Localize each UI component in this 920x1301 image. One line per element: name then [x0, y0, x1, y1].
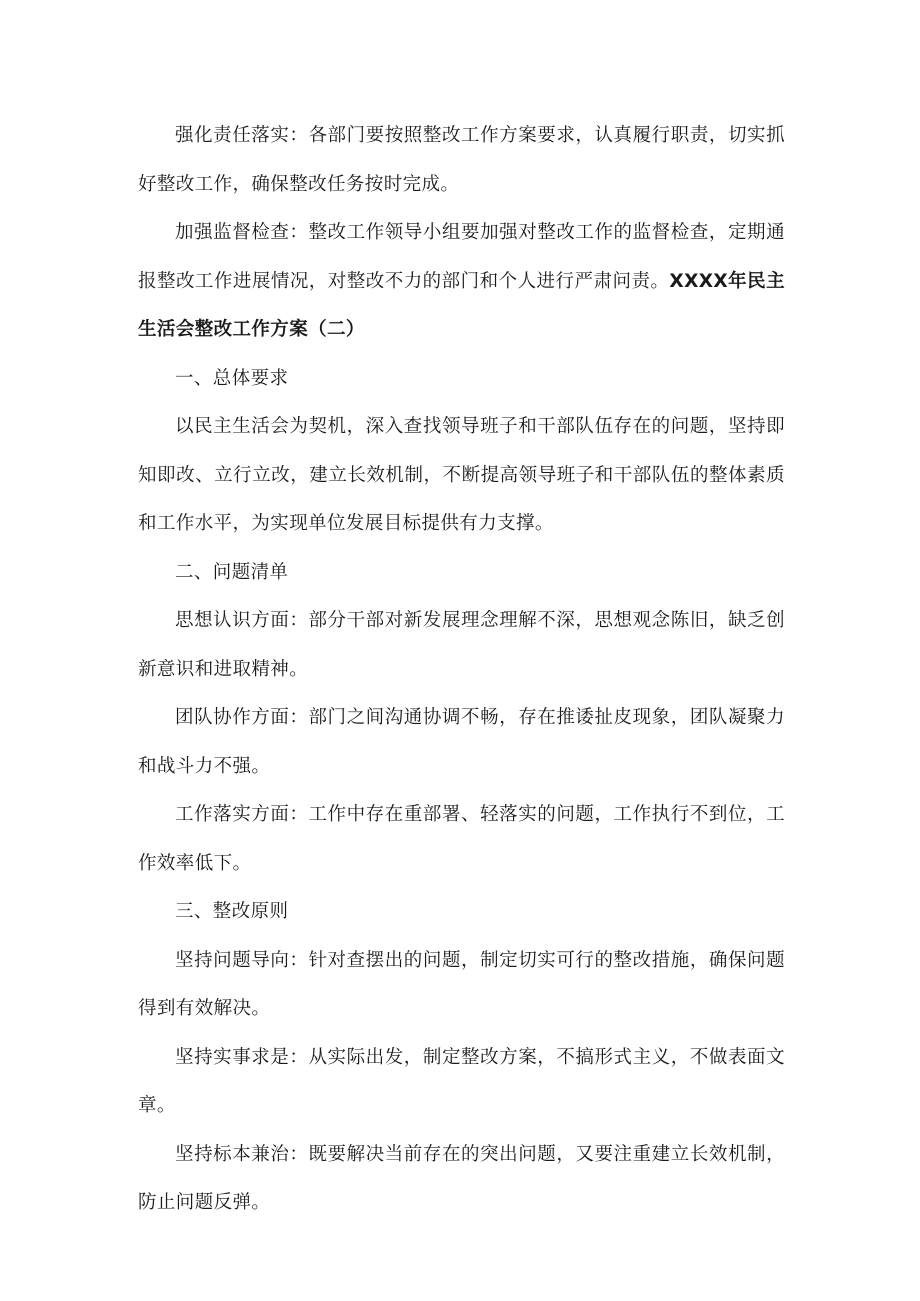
list-item-problem-oriented: 坚持问题导向：针对查摆出的问题，制定切实可行的整改措施，确保问题得到有效解决。 — [138, 949, 785, 1019]
document-body — [138, 112, 785, 1228]
paragraph-strengthen-responsibility — [138, 112, 785, 209]
paragraph-supervision — [138, 209, 785, 355]
list-item-root-and-symptom: 坚持标本兼治：既要解决当前存在的突出问题，又要注重建立长效机制，防止问题反弹。 — [138, 1143, 785, 1213]
list-item-ideology: 思想认识方面：部分干部对新发展理念理解不深，思想观念陈旧，缺乏创新意识和进取精神。 — [138, 610, 785, 680]
list-item-seek-truth: 坚持实事求是：从实际出发，制定整改方案，不搞形式主义，不做表面文章。 — [138, 1046, 785, 1116]
list-item-implementation: 工作落实方面：工作中存在重部署、轻落实的问题，工作执行不到位，工作效率低下。 — [138, 804, 785, 874]
section-heading-general-requirements: 一、总体要求 — [175, 367, 289, 389]
section-heading-problem-list: 二、问题清单 — [175, 561, 289, 583]
document-title-bold: XXXX年民主生活会整改工作方案（二） — [138, 270, 785, 340]
list-item-teamwork: 团队协作方面：部门之间沟通协调不畅，存在推诿扯皮现象，团队凝聚力和战斗力不强。 — [138, 707, 785, 777]
paragraph-general-requirements: 以民主生活会为契机，深入查找领导班子和干部队伍存在的问题，坚持即知即改、立行立改，建立长效机制，不断提高领导班子和干部队伍的整体素质和工作水平，为实现单位发展目标提供有力支撑。 — [138, 416, 785, 534]
paragraph-text: 强化责任落实：各部门要按照整改工作方案要求，认真履行职责，切实抓好整改工作，确保整改任务按时完成。 — [138, 125, 785, 195]
paragraph-text: 加强监督检查：整改工作领导小组要加强对整改工作的监督检查，定期通报整改工作进展情况，对整改不力的部门和个人进行严肃问责。 — [138, 222, 785, 292]
section-heading-principles: 三、整改原则 — [175, 901, 289, 922]
